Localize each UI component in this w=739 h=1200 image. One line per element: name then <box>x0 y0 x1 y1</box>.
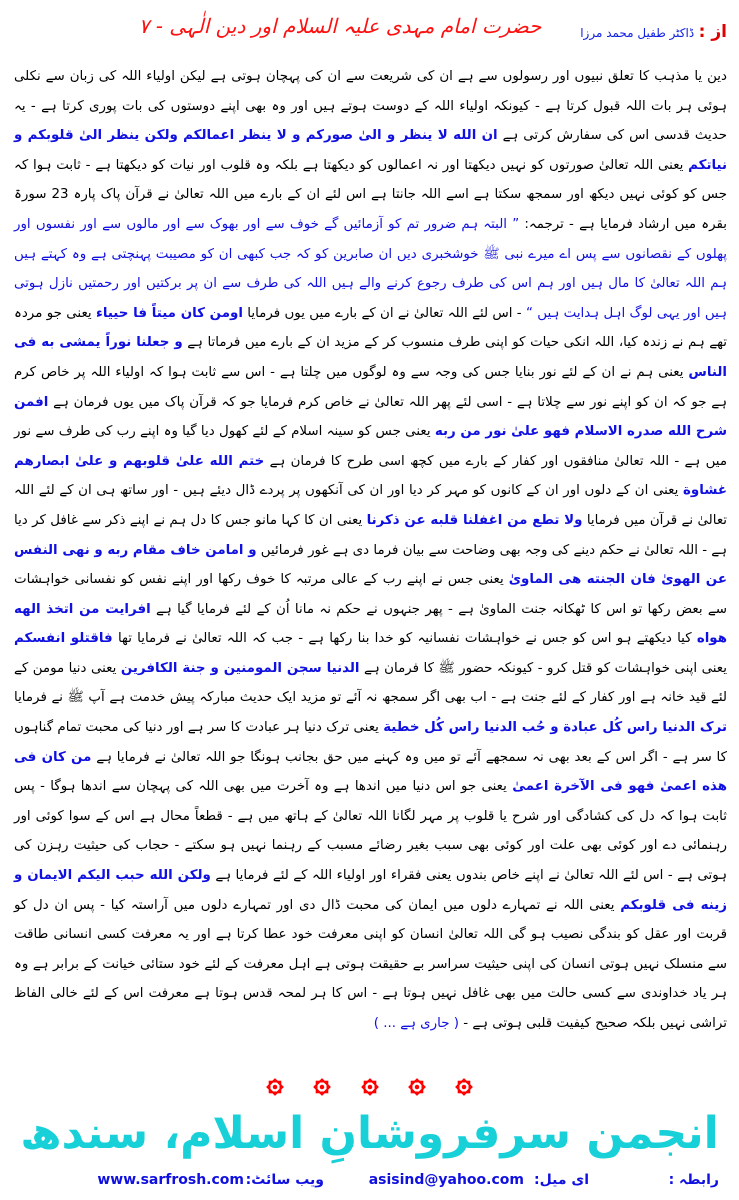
author-label: از : <box>698 22 727 42</box>
body-text: یعنی جو اس دنیا میں اندھا ہے وہ آخرت میں بھی اللہ کی پہچان سے اندھا ہوگا - پس ثابت ہوا کہ دل کی کشادگی اور شرح یا قلوب پر مہر لگانا اللہ تعالیٰ کے ہاتھ میں ہے - قطعاً محال ہے اس کے سوا کوئی اور رہنمائی دے اور کوئی بھی علت اور کوئی بھی سبب بغیر رضائے مسبب کے رہنما نہیں ہو سکتے - حجاب کی حیثیت رہزن کی ہوتی ہے - اس لئے اللہ تعالیٰ نے اپنے خاص بندوں یعنی فقراء اور اولیاء اللہ کے لئے فرمایا ہے <box>14 779 727 884</box>
body-text: - اس لئے اللہ تعالیٰ نے ان کے بارے میں یوں فرمایا <box>242 305 526 321</box>
arabic-quote: الدنیا سجن المومنین و جنة الکافرین <box>120 660 360 676</box>
arabic-quote: ان الله لا ینظر و الیٰ صورکم و لا ینظر اعمالکم ولکن ینظر الیٰ قلوبکم و نیاتکم <box>14 128 727 173</box>
ornament-star-icon <box>408 1078 426 1096</box>
body-text: یعنی ہم نے ان کے لئے نور بنایا جس کی وجہ سے وہ لوگوں میں چلتا ہے - اس سے ثابت ہوا کہ اولیاء اللہ پر خاص کرم ہے جو کہ ان کو اپنے نور سے چلاتا ہے - اسی لئے پھر اللہ تعالیٰ نے خاص کرم فرمایا جو کہ قرآن پاک میں یوں فرمان ہے <box>14 364 727 410</box>
arabic-quote: افرایت من اتخذ الهه هواه <box>14 601 727 647</box>
arabic-quote: و امامن خاف مقام ربه و نهی النفس عن الهویٰ فان الجنته هی الماویٰ <box>14 542 728 588</box>
body-text: دین یا مذہب کا تعلق نبیوں اور رسولوں سے ہے ان کی شریعت سے ان کی پہچان ہوتی ہے لیکن اولیاء اللہ کی زبان سے نکلی ہوئی ہر بات اللہ قبول کرتا ہے - کیونکہ اولیاء اللہ کے دوست ہوتے ہیں اور وہ بھی اپنے دوستوں کی بات پوری کرتا ہے - یہ حدیث قدسی اس کی سفارش کرتی ہے <box>14 69 727 144</box>
arabic-quote: ولکن الله حبب الیکم الایمان و زینه فی قلوبکم <box>14 868 727 913</box>
body-text: یعنی دنیا مومن کے لئے قید خانہ ہے اور کفار کے لئے جنت ہے - اب بھی اگر سمجھ نہ آئے تو مزید ایک حدیث مبارکہ پیش خدمت ہے آپ ﷺ نے فرمایا <box>14 660 727 706</box>
contact-bar <box>50 1172 719 1192</box>
arabic-quote: ولا تطع من اغفلنا قلبه عن ذکرنا <box>366 512 583 528</box>
body-text: یعنی اللہ تعالیٰ صورتوں کو نہیں دیکھتا اور نہ اعمالوں کو دیکھتا ہے بلکہ وہ قلوب اور نیات کو دیکھتا ہے - ثابت ہوا کہ جس کو کوئی نہیں دیکھ اور سمجھ سکتا ہے اسے اللہ جانتا ہے اس لئے ان کے بارے میں اللہ تعالیٰ نے قرآن پاک پارہ 23 سورۃ بقرہ میں ارشاد فرمایا ہے - ترجمہ: <box>14 157 727 232</box>
ornament-star-icon <box>455 1078 473 1096</box>
author-line <box>580 22 727 42</box>
quran-translation: ” البتہ ہم ضرور تم کو آزمائیں گے خوف سے اور بھوک سے اور مالوں سے اور نفسوں اور پھلوں کے نقصانوں سے پس اے میرے نبی ﷺ خوشخبری دیں ان صابرین کو کہ جب کبھی ان کو مصیبت پہنچتی ہے وہ کہتے ہیں ہم اللہ تعالیٰ کا مال ہیں اور ہم اس کی طرف رجوع کرنے والے ہیں اللہ کی طرف سے ان پر برکتیں اور رحمتیں نازل ہوتی ہیں اور یہی لوگ اہل ہدایت ہیں “ <box>14 216 727 321</box>
website-label: ویب سائٹ: <box>245 1172 324 1188</box>
contact-label: رابطہ : <box>668 1172 719 1188</box>
body-text: یعنی جس کو سینہ اسلام کے لئے کھول دیا گیا وہ اپنے رب کی طرف سے نور میں ہے - اللہ تعالیٰ منافقوں اور کفار کے بارے میں کچھ اسی طرح کا فرمان ہے <box>14 424 727 469</box>
body-text: یعنی اپنی خواہشات کو قتل کرو - کیونکہ حضور ﷺ کا فرمان ہے <box>359 660 727 676</box>
article-body <box>14 62 727 1039</box>
body-text: یعنی ان کے دلوں اور ان کے کانوں کو مہر کر دیا اور ان کی آنکھوں پر پردے ڈال دیئے ہیں - اور ساتھ ہی ان کے لئے اللہ تعالیٰ نے قرآن میں فرمایا <box>14 483 727 528</box>
arabic-quote: افمن شرح الله صدره الاسلام فهو علیٰ نور من ربه <box>14 394 727 440</box>
arabic-quote: و جعلنا نوراً یمشی به فی الناس <box>14 335 727 380</box>
arabic-quote: ختم الله علیٰ قلوبهم و علیٰ ابصارهم غشاوة <box>14 453 727 499</box>
body-text: یعنی ان کا کہا مانو جس کا دل ہم نے اپنے ذکر سے غافل کر دیا ہے - اللہ تعالیٰ نے حکم دینے کی وجہ بھی وضاحت سے بیان فرما دی ہے غور فرمائیں <box>14 512 727 558</box>
email-link[interactable]: asisind@yahoo.com <box>368 1172 524 1188</box>
arabic-quote: ترک الدنیا راس کُل عبادة و حُب الدنیا راس کُل خطیة <box>383 720 727 736</box>
ornament-star-icon <box>266 1078 284 1096</box>
body-text: کیا دیکھتے ہو اس کو جس نے خواہشات نفسانیہ کو خدا بنا رکھا ہے - جب کہ اللہ تعالیٰ نے فرمایا تھا <box>112 631 697 647</box>
body-text: یعنی ترک دنیا ہر عبادت کا سر ہے اور دنیا کی محبت تمام گناہوں کا سر ہے - اگر اس کے بعد بھی نہ سمجھے آئے تو میں وہ کہنے میں حق بجانب ہونگا جو اللہ تعالیٰ نے فرمایا ہے <box>14 720 727 765</box>
body-text: یعنی جو مردہ تھے ہم نے زندہ کیا، اللہ انکی حیات کو اپنی طرف منسوب کر کے مزید ان کے بارے میں فرماتا ہے <box>14 305 727 351</box>
author-name: ڈاکٹر طفیل محمد مرزا <box>580 26 695 40</box>
arabic-quote: اومن کان میتاً فا حییاء <box>95 305 243 321</box>
ornament-star-icon <box>313 1078 331 1096</box>
organization-name: انجمن سرفروشانِ اسلام، سندھ <box>20 1108 719 1159</box>
arabic-quote: من کان فی هذه اعمیٰ فهو فی الآخرة اعمیٰ <box>14 749 727 795</box>
website-link[interactable]: www.sarfrosh.com <box>97 1172 244 1188</box>
ornament-row <box>0 1078 739 1100</box>
article-title: حضرت امام مہدی علیہ السلام اور دین الٰہی - ۷ <box>138 14 542 38</box>
ornament-star-icon <box>361 1078 379 1096</box>
arabic-quote: فاقتلو انفسکم <box>14 631 113 647</box>
body-text: یعنی جس نے اپنے رب کے عالی مرتبہ کا خوف رکھا اور اپنے نفس کو نفسانی خواہشات سے بعض رکھا تو اس کا ٹھکانہ جنت الماویٰ ہے - پھر جنہوں نے حکم نہ مانا اُن کے لئے فرمایا گیا ہے <box>14 572 727 617</box>
continued-note: ( جاری ہے ... ) <box>373 1016 459 1031</box>
body-text: یعنی اللہ نے تمہارے دلوں میں ایمان کی محبت ڈال دی اور تمہارے دلوں میں آراستہ کیا - پس ان دل کو قربت اور عقل کو بندگی نصیب ہو گی اللہ تعالیٰ انسان کو اپنی معرفت خود عطا کرتا ہے اور یہ معرفت کسی انسانی طاقت سے منسلک نہیں ہوتی انسان کی اپنی حیثیت سراسر بے حقیقت ہوتی ہے اہل معرفت کے لئے خود ستائی خیانت کے برابر ہے وہ ہر یاد خداوندی سے کسی حالت میں بھی غافل نہیں ہوتا ہے - اس کا ہر لمحہ قدس ہوتا ہے معرفت اس کے لئے خالی الفاظ تراشی نہیں بلکہ صحیح کیفیت قلبی ہوتی ہے - <box>14 897 727 1031</box>
email-label: ای میل: <box>534 1172 589 1188</box>
